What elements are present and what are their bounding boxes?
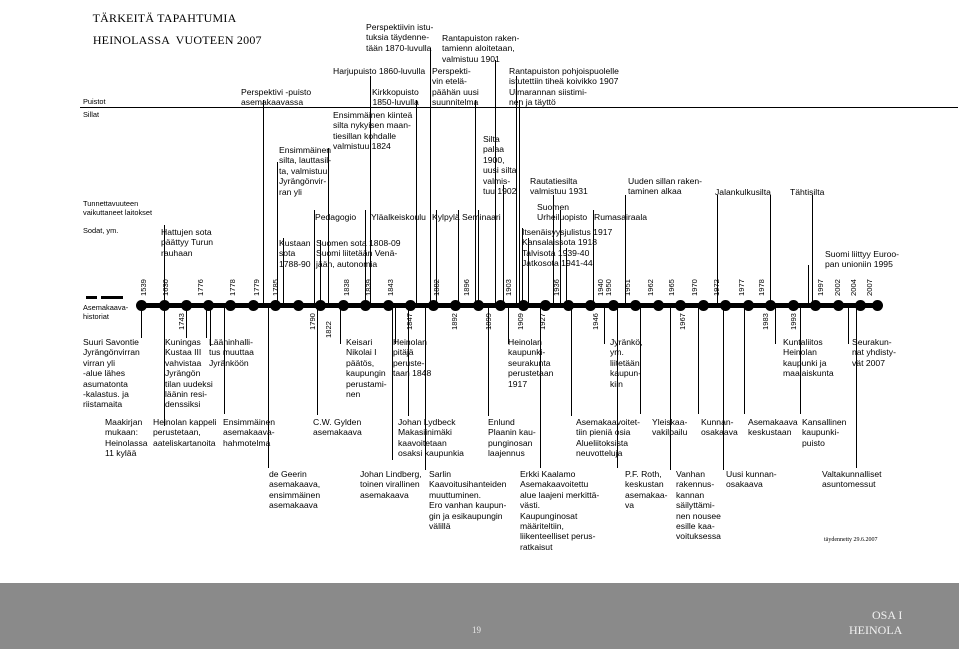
footer-band — [0, 583, 959, 649]
page-number: 19 — [472, 625, 481, 635]
event-harjupuisto: Harjupuisto 1860-luvulla — [333, 66, 426, 76]
event-seminaari: Seminaari — [462, 212, 501, 222]
year-label: 1896 — [462, 279, 471, 296]
event-kuningas-kustaa: Kuningas Kustaa III vahvistaa Jyrängön tilan uudeksi läänin resi- denssiksi — [165, 337, 213, 410]
event-sarlin: Sarlin Kaavoitusihanteiden muuttuminen. Ero vanhan kaupun- gin ja esikaupungin välillä — [429, 469, 507, 532]
connector — [141, 308, 142, 338]
year-label: 1839 — [364, 279, 373, 296]
event-kirkkopuisto: Kirkkopuisto 1850-luvulla — [372, 87, 419, 108]
timeline-dot — [159, 300, 170, 311]
connector — [340, 308, 341, 344]
event-de-geer: de Geerin asemakaava, ensimmäinen asemakaava — [269, 469, 321, 511]
year-label: 1965 — [667, 279, 676, 296]
year-label: 1778 — [228, 279, 237, 296]
timeline-dot — [608, 300, 619, 311]
timeline-dot — [181, 300, 192, 311]
event-kaalamo: Erkki Kaalamo Asemakaavoitettu alue laajeni merkittä- västi. Kaupunginosat määriteltiin, liikenteelliset perus- ratkaisut — [520, 469, 600, 552]
connector — [812, 195, 813, 305]
event-lääninhallitus: Lääninhalli- tus muuttaa Jyränköön — [209, 337, 254, 368]
event-kustaan-sota: Kustaan sota 1788-90 — [279, 238, 311, 269]
timeline-dot — [405, 300, 416, 311]
year-label: 1838 — [342, 279, 351, 296]
connector — [458, 210, 459, 305]
year-label: 1978 — [757, 279, 766, 296]
timeline-dot — [743, 300, 754, 311]
timeline-dot — [383, 300, 394, 311]
year-label: 1909 — [516, 313, 525, 330]
connector — [808, 265, 809, 305]
timeline-dot — [495, 300, 506, 311]
event-heinolan-pitaja: Heinolan pitäjä peruste- taan 1848 — [393, 337, 432, 379]
event-roth: P.F. Roth, keskustan asemakaa- va — [625, 469, 668, 511]
year-label: 1843 — [386, 279, 395, 296]
year-label: 1630 — [161, 279, 170, 296]
year-label: 1962 — [646, 279, 655, 296]
year-label: 1882 — [432, 279, 441, 296]
timeline-dot — [698, 300, 709, 311]
timeline-dot — [872, 300, 883, 311]
year-label: 1903 — [504, 279, 513, 296]
event-perspektiivin-istutuksia: Perspektiivin istu- tuksia täydenne- tään 1870-luvulla — [366, 22, 434, 53]
year-label: 2004 — [849, 279, 858, 296]
timeline-dot — [540, 300, 551, 311]
year-label: 1790 — [308, 313, 317, 330]
connector — [519, 100, 520, 305]
category-asemakaavahistoriat: Asemakaava- historiat — [83, 303, 129, 321]
timeline-dot — [630, 300, 641, 311]
event-ensimmainen-asemakaava: Ensimmäinen asemakaava- hahmotelma — [223, 417, 276, 448]
event-lydbeck: Johan Lydbeck Makasiinimäki kaavoitetaan osaksi kaupunkia — [398, 417, 464, 459]
timeline-dot — [248, 300, 259, 311]
event-lindberg: Johan Lindberg, toinen virallinen asemakaava — [360, 469, 422, 500]
timeline-dot — [585, 300, 596, 311]
event-itsenaisyys: Itsenäisyysjulistus 1917 Kansalaissota 1918 Talvisota 1939-40 Jatkosota 1941-44 — [522, 227, 613, 269]
year-label: 1936 — [552, 279, 561, 296]
footer-part: OSA I — [872, 608, 903, 622]
timeline-dot — [428, 300, 439, 311]
event-suomi-eu: Suomi liittyy Euroo- pan unioniin 1995 — [825, 249, 900, 270]
event-maakirjan: Maakirjan mukaan: Heinolassa 11 kylää — [105, 417, 148, 459]
event-rantapuiston-rakentaminen: Rantapuiston raken- tamienn aloitetaan, valmistuu 1901 — [442, 33, 520, 64]
event-suuri-savontie: Suuri Savontie Jyrängönvirran virran yli -alue lähes asumatonta -kalastus. ja riistamaita — [83, 337, 140, 410]
connector — [770, 195, 771, 305]
connector — [392, 308, 393, 460]
timeline-dot — [450, 300, 461, 311]
timeline-dot — [765, 300, 776, 311]
title-line-2: HEINOLASSA VUOTEEN 2007 — [92, 33, 262, 47]
timeline-dot — [720, 300, 731, 311]
connector — [206, 308, 207, 338]
connector — [416, 100, 417, 305]
connector — [430, 48, 431, 305]
year-label: 1892 — [450, 313, 459, 330]
event-silta-palaa: Silta palaa 1900, uusi silta valmis- tuu 1902 — [483, 134, 517, 197]
year-label: 1822 — [324, 321, 333, 338]
year-label: 1951 — [623, 279, 632, 296]
year-label: 1993 — [789, 313, 798, 330]
timeline-dot — [653, 300, 664, 311]
event-rumasairaala: Rumasairaala — [594, 212, 648, 222]
event-valtakunnalliset: Valtakunnalliset asuntomessut — [822, 469, 882, 490]
event-kansallinen-puisto: Kansallinen kaupunki- puisto — [802, 417, 847, 448]
timeline-dot — [518, 300, 529, 311]
event-perspektiivin-etela: Perspekti- vin etelä- päähän uusi suunnitelma — [432, 66, 479, 108]
dash-2 — [101, 296, 123, 299]
year-label: 1743 — [177, 313, 186, 330]
timeline-dot — [788, 300, 799, 311]
connector — [670, 308, 671, 470]
year-label: 1983 — [761, 313, 770, 330]
connector — [698, 308, 699, 414]
event-kaupunkiseurakunta: Heinolan kaupunki- seurakunta perustetaan 1917 — [508, 337, 554, 389]
title-line-1: TÄRKEITÄ TAPAHTUMIA — [92, 11, 237, 25]
event-enlund: Enlund Plaanin kau- punginosan laajennus — [488, 417, 536, 459]
timeline-dot — [360, 300, 371, 311]
year-label: 1977 — [737, 279, 746, 296]
event-jalankulkusilta: Jalankulkusilta — [715, 187, 771, 197]
year-label: 1946 — [591, 313, 600, 330]
dash-1 — [86, 296, 97, 299]
connector — [478, 210, 479, 305]
event-heinolan-kappeli: Heinolan kappeli perustetaan, aateliskartanoita — [153, 417, 217, 448]
year-label: 1776 — [196, 279, 205, 296]
timeline-dot — [675, 300, 686, 311]
event-ensimmainen-kiintea-silta: Ensimmäinen kiinteä silta nykyisen maan- tiesillan kohdalle valmistuu 1824 — [333, 110, 413, 152]
timeline-dot — [225, 300, 236, 311]
event-pedagogio: Pedagogio — [315, 212, 357, 222]
event-hattujen-sota: Hattujen sota päättyy Turun rauhaan — [161, 227, 214, 258]
connector — [775, 308, 776, 344]
event-vanhan-rakennuskannan: Vanhan rakennus- kannan säilyttämi- nen nousee esille kaa- voituksessa — [676, 469, 721, 542]
timeline-dot — [293, 300, 304, 311]
connector — [186, 308, 187, 338]
timeline-dot — [136, 300, 147, 311]
event-kuntaliitos: Kuntaliitos Heinolan kaupunki ja maalaiskunta — [783, 337, 834, 379]
timeline-dot — [563, 300, 574, 311]
year-label: 1972 — [712, 279, 721, 296]
year-label: 2002 — [833, 279, 842, 296]
category-sillat: Sillat — [83, 110, 100, 119]
connector — [475, 100, 476, 305]
connector — [604, 308, 605, 344]
year-label: 1970 — [690, 279, 699, 296]
event-rautatiesilta: Rautatiesilta valmistuu 1931 — [530, 176, 588, 197]
event-suomen-urheiluopisto: Suomen Urheiluopisto — [537, 202, 588, 223]
connector — [317, 308, 318, 415]
event-jyranko: Jyränkö, ym. liitetään kaupun- kiin — [610, 337, 643, 389]
timeline-dot — [810, 300, 821, 311]
update-note: täydennetty 29.6.2007 — [824, 537, 878, 543]
event-kylpyla: Kylpylä — [432, 212, 460, 222]
event-rantapuiston-pohjoispuoli: Rantapuiston pohjoispuolelle istutettiin tiheä koivikko 1907 Uimarannan siistimi- nen ja täyttö — [509, 66, 619, 108]
year-label: 1997 — [816, 279, 825, 296]
timeline-dot — [270, 300, 281, 311]
year-label: 1539 — [139, 279, 148, 296]
connector — [848, 308, 849, 344]
category-tunnettavuuteen: Tunnettavuuteen vaikuttaneet laitokset — [83, 199, 153, 217]
connector — [723, 308, 724, 470]
year-label: 1967 — [678, 313, 687, 330]
event-ensimmainen-silta: Ensimmäinen silta, lauttasil- ta, valmistuu Jyrängönvir- ran yli — [279, 145, 332, 197]
event-perspektivi-puisto: Perspektivi -puisto asemakaavassa — [241, 87, 312, 108]
timeline-dot — [315, 300, 326, 311]
event-asemakaavoitettiin: Asemakaavoitet- tiin pieniä osia Alueliitoksista neuvotteluja — [576, 417, 641, 459]
timeline-dot — [473, 300, 484, 311]
connector — [571, 308, 572, 416]
timeline-dot — [833, 300, 844, 311]
connector — [744, 308, 745, 414]
event-uuden-sillan: Uuden sillan raken- taminen alkaa — [628, 176, 703, 197]
event-keisari: Keisari Nikolai I päätös, kaupungin perustami- nen — [346, 337, 387, 400]
connector — [314, 210, 315, 305]
event-gylden: C.W. Gylden asemakaava — [313, 417, 362, 438]
event-ylaalkeiskoulu: Yläalkeiskoulu — [371, 212, 426, 222]
page-title — [80, 2, 262, 57]
timeline-dot — [338, 300, 349, 311]
event-seurakunnat: Seurakun- nat yhdisty- vät 2007 — [852, 337, 896, 368]
category-puistot: Puistot — [83, 97, 106, 106]
event-suomen-sota: Suomen sota 1808-09 Suomi liitetään Venä- jään, autonomia — [316, 238, 401, 269]
connector — [856, 308, 857, 468]
event-uusi-kunnanosakaava: Uusi kunnan- osakaava — [726, 469, 777, 490]
event-kunnanosakaava: Kunnan- osakaava — [701, 417, 738, 438]
event-tahtisilta: Tähtisilta — [790, 187, 825, 197]
year-label: 2007 — [865, 279, 874, 296]
event-yleiskaavakilpailu: Yleiskaa- vakilpailu — [652, 417, 688, 438]
connector — [263, 100, 264, 305]
event-asemakaava-keskustaan: Asemakaava keskustaan — [748, 417, 798, 438]
footer-town: HEINOLA — [849, 623, 903, 637]
year-label: 1785 — [271, 279, 280, 296]
timeline-dot — [855, 300, 866, 311]
year-label: 1779 — [252, 279, 261, 296]
year-label: 1899 — [484, 313, 493, 330]
year-label: 1927 — [538, 313, 547, 330]
year-label: 1940 1950 — [596, 279, 613, 296]
category-sodat: Sodat, ym. — [83, 226, 119, 235]
timeline-dot — [203, 300, 214, 311]
year-label: 1847 — [405, 313, 414, 330]
